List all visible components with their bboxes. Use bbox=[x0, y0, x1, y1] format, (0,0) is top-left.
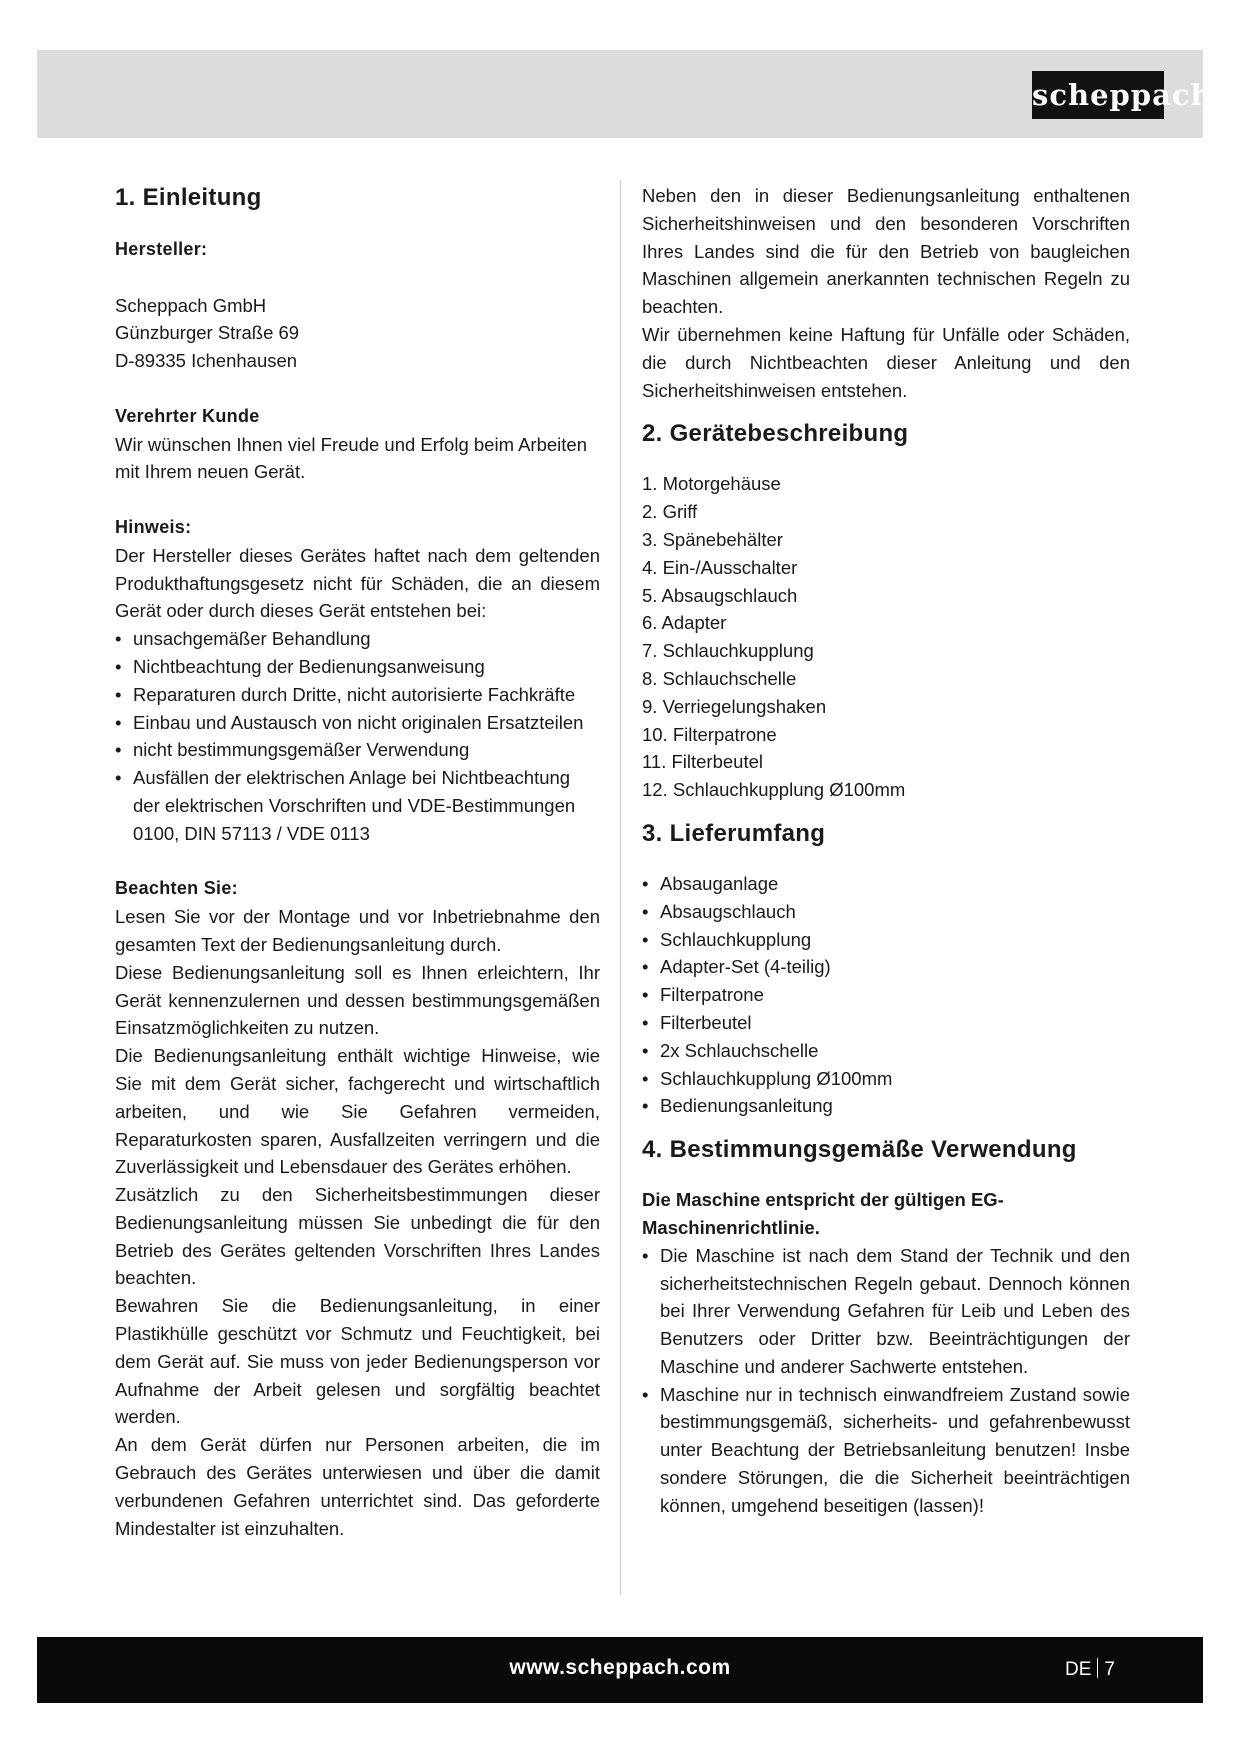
observe-paragraph: Lesen Sie vor der Montage und vor Inbetriebnahme den gesamten Text der Bedienungsanleitung durch. bbox=[115, 906, 600, 955]
observe-paragraph: An dem Gerät dürfen nur Personen arbeiten, die im Gebrauch des Gerätes unterwiesen und über die damit verbundenen Gefahren unterrichtet sind. Das geforderte Mindestalter ist einzuhalten. bbox=[115, 1434, 600, 1539]
list-item: • Filterpatrone bbox=[642, 981, 1130, 1009]
manufacturer-name: Scheppach GmbH bbox=[115, 294, 267, 316]
list-item: 6. Adapter bbox=[642, 612, 727, 634]
observe-paragraph: Die Bedienungsanleitung enthält wichtige Hinweise, wie Sie mit dem Gerät sicher, fachgerecht und wirtschaftlich arbeiten, und wie Sie Gefahren vermeiden, Reparaturkosten sparen, Ausfallzeiten verringern und die Zuverlässigkeit und Lebensdauer des Gerätes erhöhen. bbox=[115, 1045, 600, 1178]
list-item: • unsachgemäßer Behandlung bbox=[115, 625, 600, 653]
footer-band bbox=[37, 1637, 1203, 1703]
list-item: • Schlauchkupplung Ø100mm bbox=[642, 1065, 1130, 1093]
notice-list bbox=[115, 625, 600, 847]
left-column bbox=[115, 182, 600, 1542]
observe-paragraph: Diese Bedienungsanleitung soll es Ihnen erleichtern, Ihr Gerät kennenzulernen und dessen bestimmungsgemäßen Einsatzmöglichkeiten zu nutzen. bbox=[115, 961, 600, 1039]
delivery-list bbox=[642, 870, 1130, 1120]
list-item: 9. Verriegelungshaken bbox=[642, 695, 827, 717]
customer-text: Wir wünschen Ihnen viel Freude und Erfolg beim Arbeiten mit Ihrem neuen Gerät. bbox=[115, 433, 588, 483]
list-item: 3. Spänebehälter bbox=[642, 528, 783, 550]
notice-heading: Hinweis: bbox=[115, 516, 192, 537]
observe-heading: Beachten Sie: bbox=[115, 878, 238, 899]
intro-paragraph: Neben den in dieser Bedienungsanleitung enthaltenen Sicherheitshinweisen und den besonderen Vorschriften Ihres Landes sind die für den Betrieb von baugleichen Maschinen allgemein anerkannten technischen Regeln zu beachten. bbox=[642, 185, 1130, 318]
list-item: 5. Absaugschlauch bbox=[642, 584, 798, 606]
list-item: • 2x Schlauchschelle bbox=[642, 1037, 1130, 1065]
section-4-directive: Die Maschine entspricht der gültigen EG-Maschinenrichtlinie. bbox=[642, 1189, 1004, 1238]
language-code: DE bbox=[1065, 1659, 1092, 1680]
right-column bbox=[642, 182, 1130, 1520]
section-1-title: 1. Einleitung bbox=[115, 184, 262, 211]
list-item: 7. Schlauchkupplung bbox=[642, 640, 814, 662]
list-item: 1. Motorgehäuse bbox=[642, 473, 781, 495]
list-item: 2. Griff bbox=[642, 501, 698, 523]
observe-paragraph: Zusätzlich zu den Sicherheitsbestimmungen dieser Bedienungsanleitung müssen Sie unbedingt die für den Betrieb des Gerätes geltenden Vorschriften Ihres Landes beachten. bbox=[115, 1184, 600, 1289]
list-item: 8. Schlauchschelle bbox=[642, 667, 797, 689]
scheppach-logo: scheppach bbox=[1032, 71, 1164, 119]
list-item: • Adapter-Set (4-teilig) bbox=[642, 953, 1130, 981]
notice-text: Der Hersteller dieses Gerätes haftet nach dem geltenden Produkthaftungsgesetz nicht für Schäden, die an diesem Gerät oder durch dieses Gerät entstehen bei: bbox=[115, 544, 600, 622]
footer-url: www.scheppach.com bbox=[509, 1656, 731, 1679]
list-item: 10. Filterpatrone bbox=[642, 723, 777, 745]
section-2-title: 2. Gerätebeschreibung bbox=[642, 420, 909, 448]
list-item: • Nichtbeachtung der Bedienungsanweisung bbox=[115, 653, 600, 681]
list-item: • Filterbeutel bbox=[642, 1009, 1130, 1037]
list-item: • Schlauchkupplung bbox=[642, 926, 1130, 954]
list-item: • Die Maschine ist nach dem Stand der Technik und den sicherheitstechnischen Regeln gebaut. Dennoch können bei Ihrer Verwendung Gefahren für Leib und Leben des Benutzers oder Dritter bzw. Beeinträchtigungen der Maschine und anderer Sachwerte entstehen. bbox=[642, 1242, 1130, 1381]
list-item: • Absauganlage bbox=[642, 870, 1130, 898]
header-band bbox=[37, 50, 1203, 138]
list-item: 11. Filterbeutel bbox=[642, 751, 763, 773]
list-item: • Reparaturen durch Dritte, nicht autorisierte Fachkräfte bbox=[115, 681, 600, 709]
column-divider bbox=[620, 180, 621, 1595]
list-item: 12. Schlauchkupplung Ø100mm bbox=[642, 779, 906, 801]
list-item: • Bedienungsanleitung bbox=[642, 1092, 1130, 1120]
usage-list bbox=[642, 1242, 1130, 1520]
page-number: 7 bbox=[1104, 1659, 1115, 1680]
manufacturer-heading: Hersteller: bbox=[115, 239, 208, 259]
list-item: • Absaugschlauch bbox=[642, 898, 1130, 926]
section-3-title: 3. Lieferumfang bbox=[642, 819, 826, 847]
separator bbox=[1097, 1658, 1098, 1678]
manufacturer-city: D-89335 Ichenhausen bbox=[115, 350, 298, 372]
manufacturer-street: Günzburger Straße 69 bbox=[115, 322, 300, 344]
page-indicator bbox=[1065, 1658, 1115, 1681]
parts-list bbox=[642, 470, 1130, 804]
list-item: 4. Ein-/Ausschalter bbox=[642, 556, 798, 578]
section-4-title: 4. Bestimmungsgemäße Verwendung bbox=[642, 1136, 1077, 1164]
list-item: • Ausfällen der elektrischen Anlage bei Nichtbeachtung der elektrischen Vorschriften und VDE-Bestimmungen 0100, DIN 57113 / VDE 0113 bbox=[115, 764, 600, 847]
observe-paragraph: Bewahren Sie die Bedienungsanleitung, in einer Plastikhülle geschützt vor Schmutz und Feuchtigkeit, bei dem Gerät auf. Sie muss von jeder Bedienungsperson vor Aufnahme der Arbeit gelesen und sorgfältig beachtet werden. bbox=[115, 1295, 600, 1428]
list-item: • Maschine nur in technisch einwandfreiem Zustand sowie bestimmungsgemäß, sicherheits- und gefahrenbewusst unter Beachtung der Betriebsanleitung benutzen! Insbe sondere Störungen, die die Sicherheit beeinträchtigen können, umgehend beseitigen (lassen)! bbox=[642, 1381, 1130, 1520]
customer-heading: Verehrter Kunde bbox=[115, 405, 260, 426]
list-item: • Einbau und Austausch von nicht originalen Ersatzteilen bbox=[115, 709, 600, 737]
list-item: • nicht bestimmungsgemäßer Verwendung bbox=[115, 736, 600, 764]
intro-paragraph: Wir übernehmen keine Haftung für Unfälle oder Schäden, die durch Nichtbeachten dieser Anleitung und den Sicherheitshinweisen entstehen. bbox=[642, 323, 1130, 401]
